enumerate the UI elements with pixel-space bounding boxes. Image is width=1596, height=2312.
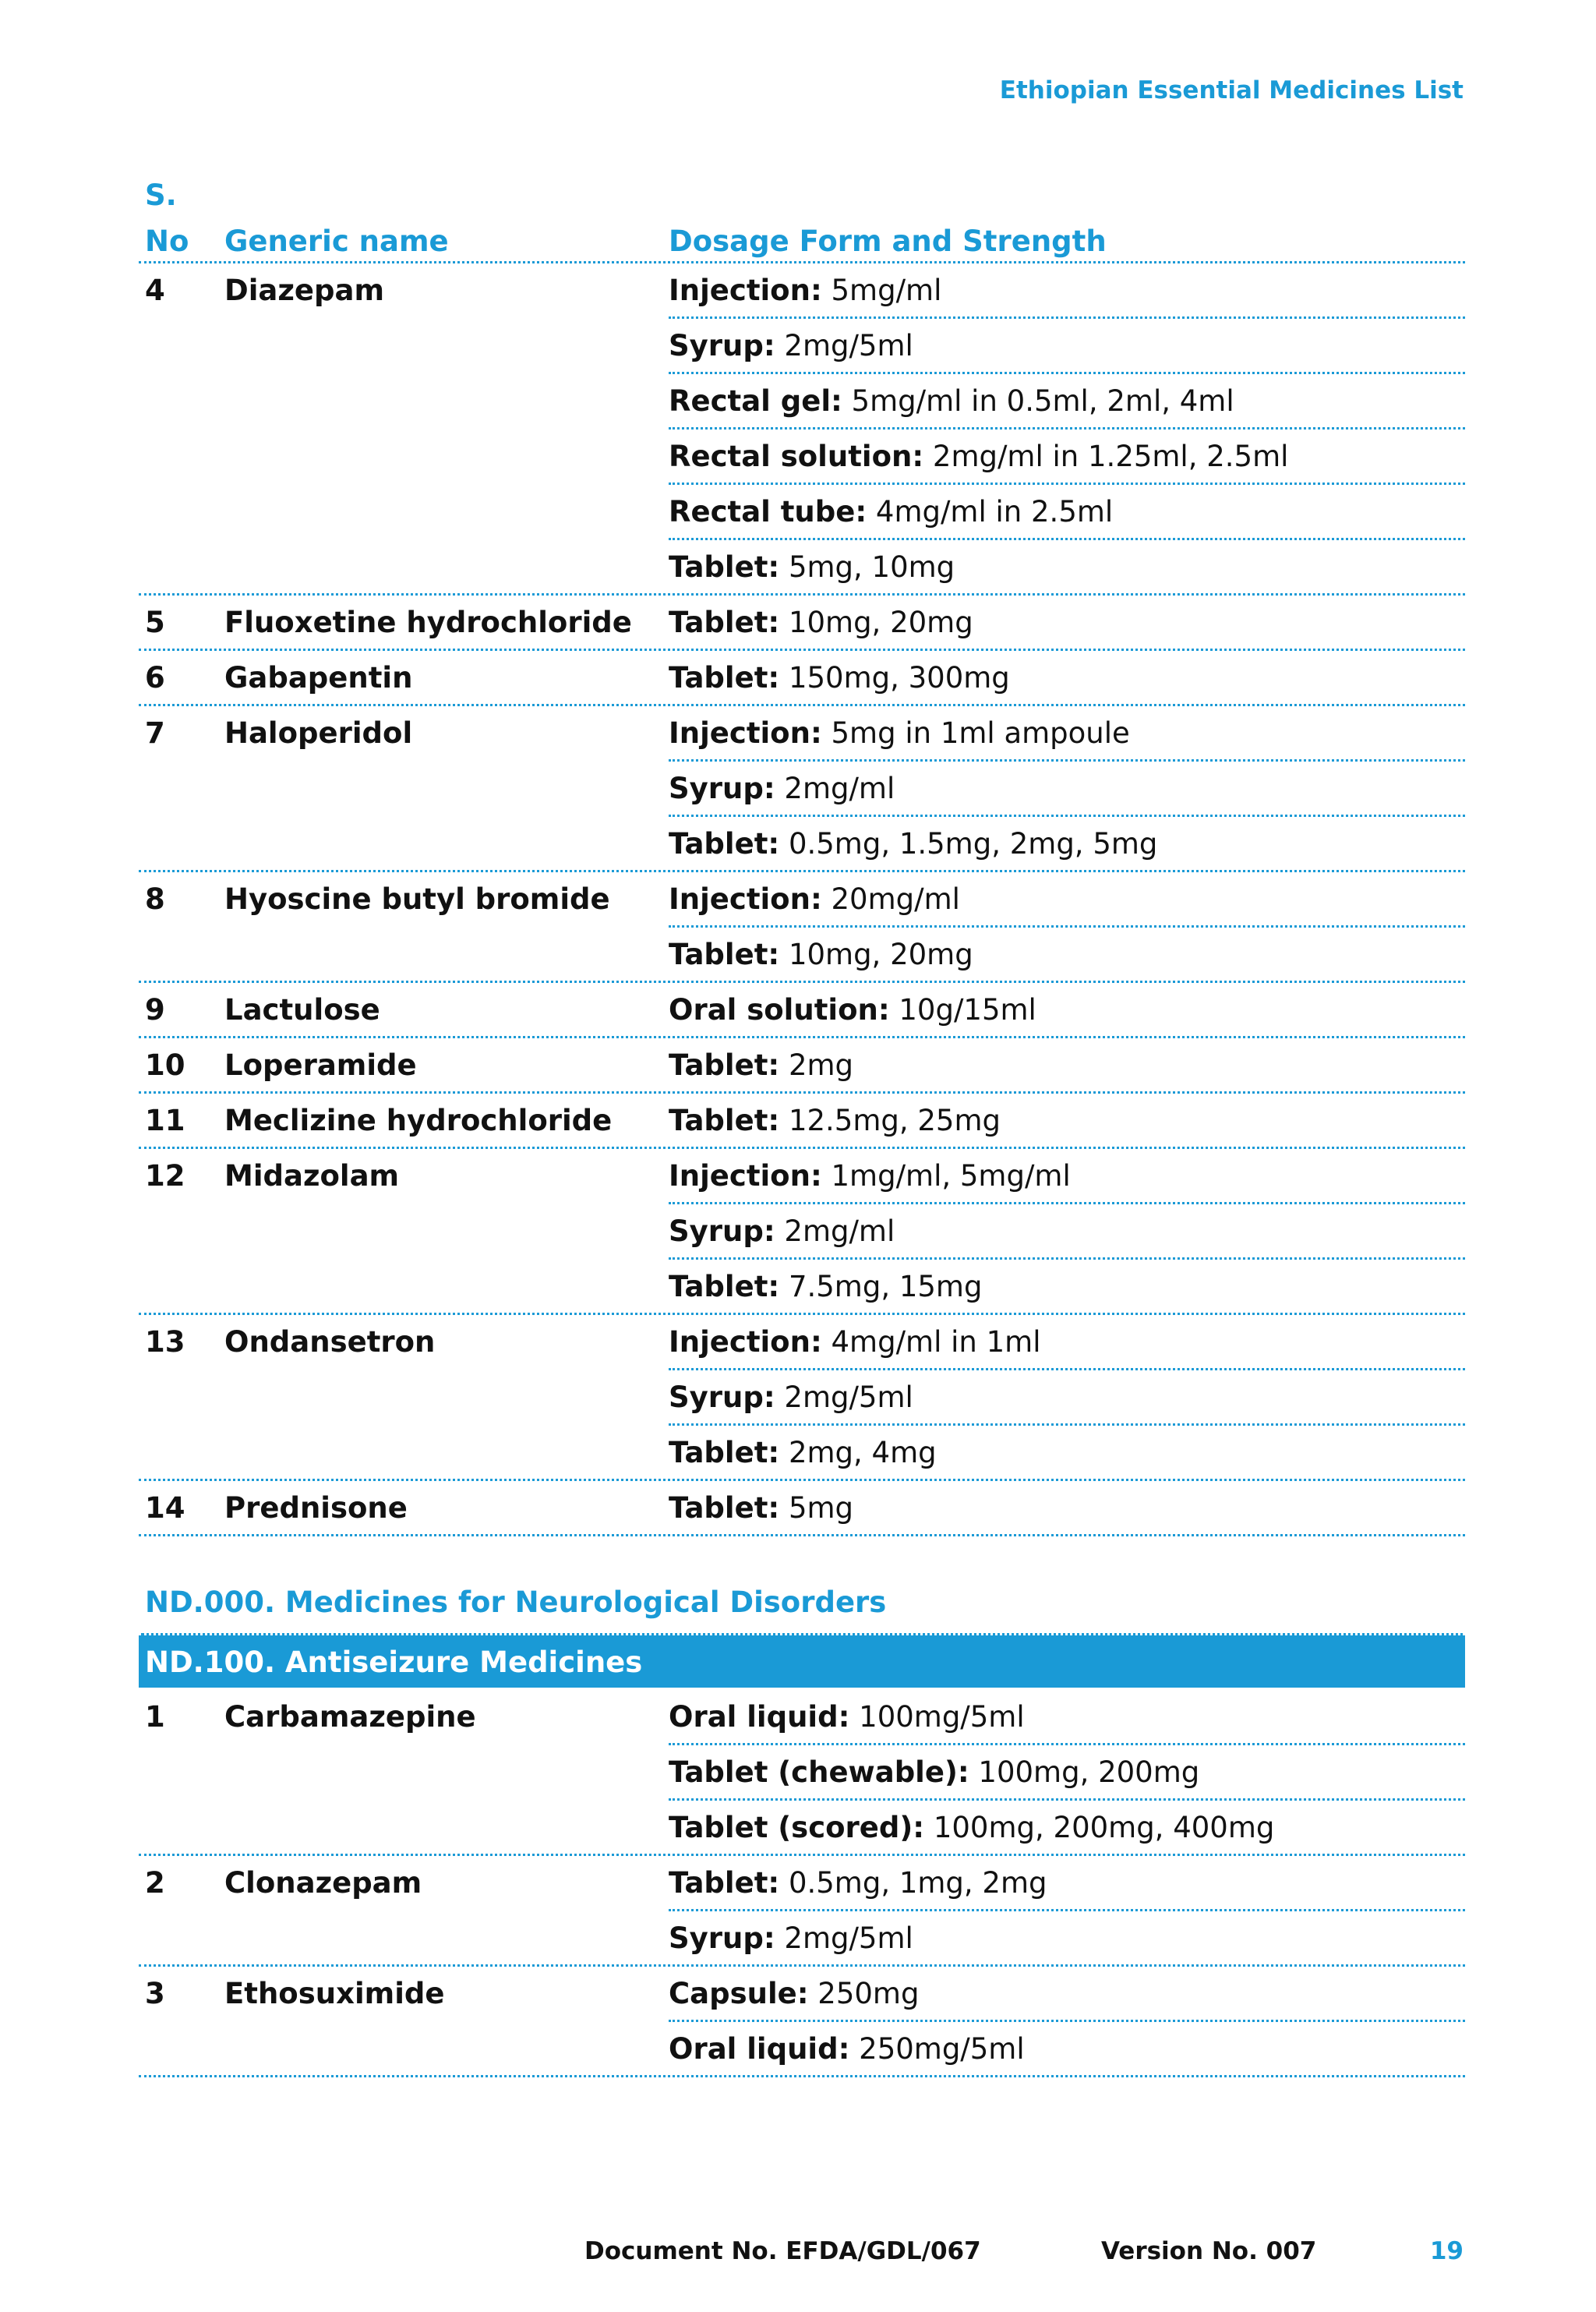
generic-name: Prednisone (224, 1491, 408, 1525)
table-row (139, 263, 1465, 596)
serial-number: 1 (145, 1700, 165, 1734)
dosage-line (669, 596, 1465, 649)
table-row (139, 1149, 1465, 1315)
dosage-form: Injection: (669, 882, 822, 916)
dosage-strength: 2mg/ml in 1.25ml, 2.5ml (923, 440, 1289, 473)
dosage-list (669, 1094, 1465, 1147)
dosage-line (669, 1315, 1465, 1370)
dosage-form: Oral liquid: (669, 1700, 850, 1734)
dosage-strength: 0.5mg, 1mg, 2mg (779, 1866, 1047, 1900)
dosage-line (669, 706, 1465, 762)
dosage-strength: 100mg, 200mg, 400mg (924, 1811, 1275, 1844)
serial-number: 7 (145, 716, 165, 750)
dosage-list (669, 1967, 1465, 2075)
dosage-line (669, 430, 1465, 485)
generic-name: Hyoscine butyl bromide (224, 882, 610, 916)
dosage-strength: 5mg in 1ml ampoule (821, 716, 1130, 750)
dosage-strength: 20mg/ml (821, 882, 960, 916)
table-row (139, 596, 1465, 651)
serial-number: 4 (145, 274, 165, 307)
serial-number: 14 (145, 1491, 185, 1525)
footer-version-number: Version No. 007 (1101, 2237, 1317, 2265)
dosage-line (669, 374, 1465, 430)
dosage-strength: 100mg, 200mg (969, 1755, 1200, 1789)
dosage-form: Syrup: (669, 329, 775, 362)
dosage-list (669, 1149, 1465, 1313)
dosage-form: Injection: (669, 1159, 822, 1193)
dosage-form: Rectal tube: (669, 495, 867, 529)
dosage-line (669, 1911, 1465, 1964)
dosage-strength: 0.5mg, 1.5mg, 2mg, 5mg (779, 827, 1158, 861)
dosage-line (669, 651, 1465, 704)
dosage-form: Injection: (669, 274, 822, 307)
dosage-list (669, 1856, 1465, 1964)
dosage-list (669, 983, 1465, 1036)
generic-name: Gabapentin (224, 661, 413, 695)
dosage-strength: 10mg, 20mg (779, 938, 973, 971)
dosage-list (669, 263, 1465, 593)
running-title: Ethiopian Essential Medicines List (999, 76, 1464, 104)
dosage-line (669, 872, 1465, 928)
table-row (139, 1315, 1465, 1481)
dosage-line (669, 1370, 1465, 1426)
table-row (139, 1094, 1465, 1149)
dosage-line (669, 1426, 1465, 1479)
header-number-label: No (145, 224, 189, 258)
dosage-line (669, 1745, 1465, 1801)
generic-name: Lactulose (224, 993, 380, 1027)
dosage-form: Tablet: (669, 661, 780, 695)
dosage-form: Tablet: (669, 1491, 780, 1525)
dosage-strength: 250mg/5ml (849, 2032, 1025, 2066)
generic-name: Haloperidol (224, 716, 413, 750)
serial-number: 5 (145, 606, 165, 639)
dosage-form: Tablet: (669, 1866, 780, 1900)
dosage-strength: 4mg/ml in 1ml (821, 1325, 1041, 1359)
dosage-form: Syrup: (669, 1214, 775, 1248)
generic-name: Ethosuximide (224, 1977, 445, 2010)
table-row (139, 1690, 1465, 1856)
dosage-form: Tablet: (669, 938, 780, 971)
table-row (139, 706, 1465, 872)
dosage-line (669, 1967, 1465, 2022)
serial-number: 11 (145, 1104, 185, 1137)
dosage-form: Tablet: (669, 1270, 780, 1303)
table-row (139, 1038, 1465, 1094)
subsection-heading-bar (139, 1633, 1465, 1688)
table-row (139, 651, 1465, 706)
table-row (139, 872, 1465, 983)
header-serial-label: S. (145, 179, 177, 212)
dosage-form: Tablet: (669, 827, 780, 861)
dosage-form: Syrup: (669, 1380, 775, 1414)
dosage-line (669, 762, 1465, 817)
serial-number: 10 (145, 1048, 185, 1082)
serial-number: 3 (145, 1977, 165, 2010)
serial-number: 13 (145, 1325, 185, 1359)
dosage-strength: 2mg/ml (775, 1214, 895, 1248)
dosage-strength: 5mg/ml in 0.5ml, 2ml, 4ml (842, 384, 1234, 418)
dosage-form: Tablet (scored): (669, 1811, 925, 1844)
table-row (139, 1481, 1465, 1536)
dosage-form: Tablet: (669, 1104, 780, 1137)
dosage-form: Syrup: (669, 772, 775, 805)
dosage-line (669, 263, 1465, 319)
generic-name: Carbamazepine (224, 1700, 476, 1734)
dosage-line (669, 2022, 1465, 2075)
table-row (139, 1967, 1465, 2077)
dosage-form: Tablet: (669, 606, 780, 639)
dosage-form: Injection: (669, 1325, 822, 1359)
dosage-strength: 250mg (808, 1977, 920, 2010)
dosage-form: Injection: (669, 716, 822, 750)
subsection-heading: ND.100. Antiseizure Medicines (145, 1646, 643, 1679)
dosage-form: Rectal gel: (669, 384, 842, 418)
generic-name: Loperamide (224, 1048, 417, 1082)
generic-name: Fluoxetine hydrochloride (224, 606, 632, 639)
generic-name: Meclizine hydrochloride (224, 1104, 613, 1137)
dosage-line (669, 1204, 1465, 1260)
dosage-form: Tablet: (669, 1048, 780, 1082)
dosage-list (669, 706, 1465, 870)
dosage-line (669, 1481, 1465, 1534)
dosage-list (669, 651, 1465, 704)
dosage-list (669, 1690, 1465, 1854)
dosage-line (669, 983, 1465, 1036)
serial-number: 12 (145, 1159, 185, 1193)
dosage-strength: 5mg/ml (821, 274, 942, 307)
dosage-strength: 12.5mg, 25mg (779, 1104, 1001, 1137)
generic-name: Ondansetron (224, 1325, 436, 1359)
serial-number: 9 (145, 993, 165, 1027)
table-row (139, 983, 1465, 1038)
page-number: 19 (1429, 2237, 1464, 2265)
dosage-form: Rectal solution: (669, 440, 924, 473)
dosage-strength: 4mg/ml in 2.5ml (867, 495, 1114, 529)
dosage-strength: 10g/15ml (889, 993, 1036, 1027)
dosage-form: Syrup: (669, 1921, 775, 1955)
dosage-line (669, 1690, 1465, 1745)
dosage-strength: 2mg (779, 1048, 854, 1082)
dosage-form: Oral solution: (669, 993, 890, 1027)
section-heading: ND.000. Medicines for Neurological Disorders (145, 1586, 887, 1619)
table-header (139, 175, 1465, 263)
dosage-form: Capsule: (669, 1977, 809, 2010)
generic-name: Clonazepam (224, 1866, 422, 1900)
dosage-line (669, 1094, 1465, 1147)
dosage-strength: 2mg/5ml (775, 1921, 913, 1955)
dosage-list (669, 1315, 1465, 1479)
dosage-list (669, 596, 1465, 649)
dosage-form: Tablet: (669, 1436, 780, 1469)
medicines-table-gastro-palliative (139, 263, 1465, 1536)
dosage-line (669, 1856, 1465, 1911)
dosage-strength: 2mg/5ml (775, 1380, 913, 1414)
generic-name: Midazolam (224, 1159, 400, 1193)
dosage-strength: 2mg/ml (775, 772, 895, 805)
dosage-strength: 5mg, 10mg (779, 550, 955, 584)
dosage-strength: 10mg, 20mg (779, 606, 973, 639)
header-dosage-label: Dosage Form and Strength (669, 224, 1107, 258)
dosage-strength: 1mg/ml, 5mg/ml (821, 1159, 1071, 1193)
dosage-line (669, 540, 1465, 593)
dosage-line (669, 928, 1465, 981)
dosage-line (669, 1038, 1465, 1091)
dosage-line (669, 1801, 1465, 1854)
serial-number: 6 (145, 661, 165, 695)
dosage-form: Tablet (chewable): (669, 1755, 969, 1789)
dosage-strength: 2mg/5ml (775, 329, 913, 362)
dosage-line (669, 485, 1465, 540)
dosage-list (669, 1038, 1465, 1091)
dosage-strength: 7.5mg, 15mg (779, 1270, 983, 1303)
dosage-line (669, 1149, 1465, 1204)
serial-number: 8 (145, 882, 165, 916)
dosage-form: Oral liquid: (669, 2032, 850, 2066)
footer-document-number: Document No. EFDA/GDL/067 (584, 2237, 981, 2265)
header-generic-name-label: Generic name (224, 224, 449, 258)
dosage-strength: 5mg (779, 1491, 854, 1525)
table-row (139, 1856, 1465, 1967)
dosage-strength: 2mg, 4mg (779, 1436, 937, 1469)
dosage-list (669, 1481, 1465, 1534)
dosage-line (669, 1260, 1465, 1313)
dosage-list (669, 872, 1465, 981)
serial-number: 2 (145, 1866, 165, 1900)
generic-name: Diazepam (224, 274, 384, 307)
dosage-line (669, 319, 1465, 374)
dosage-strength: 100mg/5ml (849, 1700, 1025, 1734)
dosage-strength: 150mg, 300mg (779, 661, 1010, 695)
medicines-table-antiseizure (139, 1690, 1465, 2077)
dosage-form: Tablet: (669, 550, 780, 584)
dosage-line (669, 817, 1465, 870)
